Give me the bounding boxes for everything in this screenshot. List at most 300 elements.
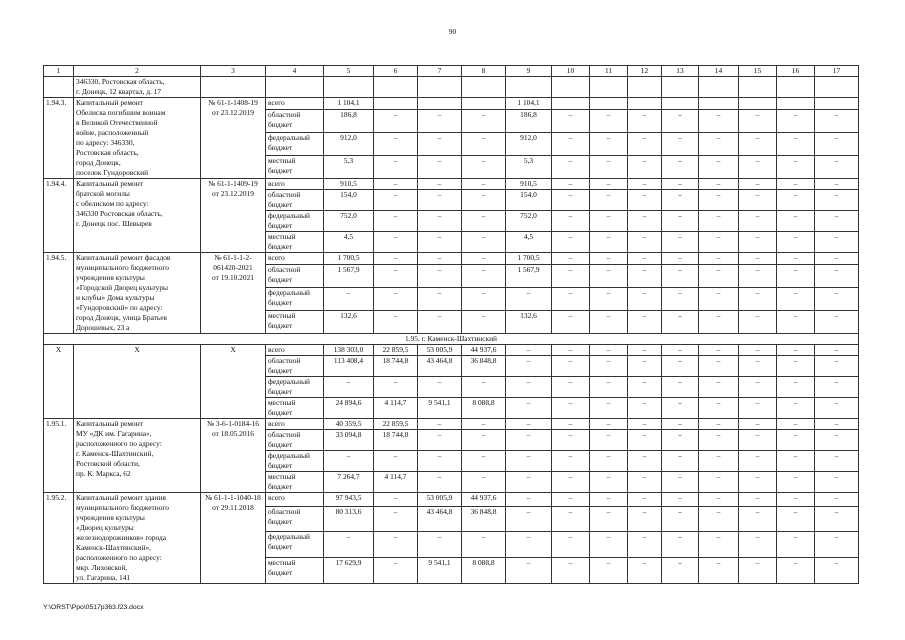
column-header: 1 <box>44 66 74 77</box>
value-cell: – <box>739 110 777 133</box>
value-cell: – <box>699 253 739 265</box>
value-cell: – <box>815 493 859 507</box>
value-cell: – <box>739 506 777 532</box>
value-cell: – <box>418 430 462 451</box>
table-cell <box>590 77 628 98</box>
value-cell: – <box>815 253 859 265</box>
column-header: 7 <box>418 66 462 77</box>
value-cell: – <box>590 211 628 232</box>
value-cell: – <box>777 288 815 311</box>
value-cell: – <box>815 133 859 156</box>
value-cell: – <box>552 110 590 133</box>
value-cell: – <box>815 345 859 356</box>
value-cell: – <box>699 398 739 419</box>
value-cell: – <box>418 133 462 156</box>
value-cell: – <box>739 532 777 558</box>
value-cell: – <box>815 377 859 398</box>
value-cell: – <box>506 558 552 584</box>
value-cell: 5,3 <box>324 156 374 179</box>
value-cell: – <box>628 493 662 507</box>
table-cell <box>699 77 739 98</box>
value-cell: – <box>462 419 506 430</box>
value-cell: – <box>374 288 418 311</box>
value-cell: – <box>699 265 739 288</box>
table-cell <box>552 77 590 98</box>
value-cell: 4,5 <box>506 232 552 253</box>
value-cell: – <box>739 558 777 584</box>
column-header: 10 <box>552 66 590 77</box>
value-cell: – <box>662 377 699 398</box>
value-cell: – <box>374 493 418 507</box>
value-cell: – <box>815 110 859 133</box>
value-cell: – <box>739 156 777 179</box>
value-cell: – <box>418 265 462 288</box>
value-cell: – <box>628 356 662 377</box>
table-cell <box>628 77 662 98</box>
value-cell: – <box>590 451 628 472</box>
value-cell <box>418 98 462 110</box>
value-cell: – <box>506 288 552 311</box>
header-row <box>44 66 859 77</box>
table-row <box>44 253 859 265</box>
value-cell: – <box>590 156 628 179</box>
value-cell: 912,0 <box>506 133 552 156</box>
value-cell: – <box>777 211 815 232</box>
value-cell: – <box>590 419 628 430</box>
value-cell: – <box>552 419 590 430</box>
table-row <box>44 98 859 110</box>
table-cell <box>462 77 506 98</box>
doc-number-cell: № 61-1-1-2- 061420-2021 от 19.10.2021 <box>201 253 266 334</box>
value-cell: – <box>374 110 418 133</box>
value-cell: – <box>462 430 506 451</box>
value-cell: – <box>777 377 815 398</box>
value-cell: 80 313,6 <box>324 506 374 532</box>
value-cell: – <box>590 288 628 311</box>
value-cell: – <box>462 288 506 311</box>
value-cell: 4,5 <box>324 232 374 253</box>
value-cell: – <box>552 156 590 179</box>
funding-source-cell: местный бюджет <box>266 156 324 179</box>
value-cell: – <box>662 232 699 253</box>
value-cell: – <box>699 190 739 211</box>
value-cell: 44 937,6 <box>462 493 506 507</box>
value-cell: – <box>699 532 739 558</box>
value-cell: – <box>815 506 859 532</box>
value-cell: – <box>662 110 699 133</box>
value-cell: – <box>506 451 552 472</box>
value-cell: – <box>590 532 628 558</box>
value-cell: 186,8 <box>324 110 374 133</box>
value-cell: – <box>552 265 590 288</box>
object-name-cell: Капитальный ремонт фасадов муниципального бюджетного учреждения культуры «Городской Дворец культуры и клубы» Дома культуры «Гундоровский» по адресу: город Донецк, улица Братьев Дорошевых, 23 а <box>74 253 201 334</box>
funding-source-cell: областной бюджет <box>266 430 324 451</box>
value-cell: – <box>662 506 699 532</box>
value-cell: – <box>324 288 374 311</box>
value-cell: – <box>462 311 506 334</box>
value-cell: – <box>552 377 590 398</box>
value-cell: – <box>739 133 777 156</box>
object-name-cell: Капитальный ремонт МУ «ДК им. Гагарина», расположенного по адресу: г. Каменск-Шахтинский, Ростовской области, пр. К. Маркса, 62 <box>74 419 201 493</box>
value-cell: – <box>462 472 506 493</box>
value-cell: – <box>506 472 552 493</box>
value-cell: 9 541,1 <box>418 558 462 584</box>
value-cell: – <box>462 253 506 265</box>
column-header: 16 <box>777 66 815 77</box>
value-cell: – <box>552 398 590 419</box>
value-cell: – <box>374 558 418 584</box>
value-cell: – <box>628 345 662 356</box>
value-cell: 36 848,8 <box>462 506 506 532</box>
value-cell: – <box>815 179 859 190</box>
value-cell: – <box>628 288 662 311</box>
value-cell: – <box>418 179 462 190</box>
value-cell: – <box>628 472 662 493</box>
value-cell: – <box>590 190 628 211</box>
value-cell: – <box>739 211 777 232</box>
value-cell: 132,6 <box>324 311 374 334</box>
value-cell: – <box>552 472 590 493</box>
value-cell: – <box>628 232 662 253</box>
value-cell: – <box>590 430 628 451</box>
funding-source-cell: федеральный бюджет <box>266 133 324 156</box>
value-cell: 36 848,8 <box>462 356 506 377</box>
funding-source-cell: всего <box>266 493 324 507</box>
object-name-cell: Х <box>74 345 201 419</box>
value-cell: – <box>462 110 506 133</box>
value-cell: – <box>815 558 859 584</box>
value-cell: – <box>374 156 418 179</box>
value-cell: – <box>590 493 628 507</box>
value-cell: 17 629,9 <box>324 558 374 584</box>
column-header: 3 <box>201 66 266 77</box>
row-id-cell: 1.94.3. <box>44 98 74 179</box>
table-cell <box>324 77 374 98</box>
value-cell: 4 114,7 <box>374 472 418 493</box>
value-cell: – <box>628 265 662 288</box>
value-cell <box>462 98 506 110</box>
value-cell: – <box>699 493 739 507</box>
column-header: 5 <box>324 66 374 77</box>
value-cell: – <box>815 398 859 419</box>
column-header: 12 <box>628 66 662 77</box>
value-cell <box>662 98 699 110</box>
value-cell: – <box>662 356 699 377</box>
value-cell: – <box>590 558 628 584</box>
value-cell: – <box>777 265 815 288</box>
value-cell: – <box>590 398 628 419</box>
value-cell: – <box>628 156 662 179</box>
value-cell: 910,5 <box>324 179 374 190</box>
value-cell: – <box>628 179 662 190</box>
table-cell <box>815 77 859 98</box>
value-cell: – <box>374 451 418 472</box>
funding-source-cell: всего <box>266 98 324 110</box>
value-cell: 1 700,5 <box>506 253 552 265</box>
value-cell: – <box>590 472 628 493</box>
funding-source-cell: областной бюджет <box>266 265 324 288</box>
funding-source-cell: всего <box>266 419 324 430</box>
value-cell: – <box>590 133 628 156</box>
value-cell: 138 303,0 <box>324 345 374 356</box>
value-cell: – <box>506 532 552 558</box>
value-cell: – <box>590 506 628 532</box>
value-cell: 43 464,8 <box>418 356 462 377</box>
value-cell: – <box>699 451 739 472</box>
value-cell <box>628 98 662 110</box>
value-cell: – <box>777 311 815 334</box>
value-cell: – <box>628 253 662 265</box>
column-header: 4 <box>266 66 324 77</box>
value-cell: – <box>628 506 662 532</box>
value-cell: – <box>739 265 777 288</box>
value-cell <box>699 98 739 110</box>
value-cell: – <box>662 156 699 179</box>
doc-cell <box>201 77 266 98</box>
value-cell: – <box>699 430 739 451</box>
table-row <box>44 345 859 356</box>
funding-source-cell: областной бюджет <box>266 110 324 133</box>
value-cell: 1 104,1 <box>324 98 374 110</box>
value-cell: 18 744,8 <box>374 356 418 377</box>
value-cell: – <box>699 472 739 493</box>
value-cell: – <box>374 377 418 398</box>
value-cell: – <box>628 377 662 398</box>
row-id-cell: 1.94.5. <box>44 253 74 334</box>
value-cell: – <box>552 288 590 311</box>
object-name-cell: Капитальный ремонт здания муниципального бюджетного учреждения культуры «Дворец культуры железнодорожников» города Каменск-Шахтинский», расположенного по адресу: мкр. Лиховской, ул. Гагарина, 141 <box>74 493 201 584</box>
table-row <box>44 179 859 190</box>
value-cell: – <box>662 451 699 472</box>
table-row <box>44 77 859 98</box>
value-cell: – <box>777 232 815 253</box>
value-cell: – <box>552 133 590 156</box>
value-cell: – <box>462 265 506 288</box>
value-cell: 53 005,9 <box>418 345 462 356</box>
value-cell: – <box>506 493 552 507</box>
funding-source-cell: федеральный бюджет <box>266 451 324 472</box>
value-cell: – <box>662 179 699 190</box>
value-cell: – <box>739 232 777 253</box>
value-cell: – <box>739 493 777 507</box>
value-cell: 8 088,8 <box>462 558 506 584</box>
column-header: 17 <box>815 66 859 77</box>
value-cell: – <box>699 506 739 532</box>
value-cell: – <box>662 419 699 430</box>
value-cell: 912,0 <box>324 133 374 156</box>
value-cell: – <box>418 472 462 493</box>
value-cell: – <box>739 356 777 377</box>
value-cell: – <box>777 493 815 507</box>
value-cell: – <box>628 398 662 419</box>
value-cell: – <box>590 356 628 377</box>
value-cell: 752,0 <box>506 211 552 232</box>
section-row <box>44 334 859 345</box>
value-cell: – <box>590 377 628 398</box>
value-cell: 97 943,5 <box>324 493 374 507</box>
value-cell: – <box>662 190 699 211</box>
value-cell: – <box>777 472 815 493</box>
value-cell: – <box>699 377 739 398</box>
value-cell: – <box>815 211 859 232</box>
value-cell: – <box>739 311 777 334</box>
value-cell: – <box>462 377 506 398</box>
value-cell: – <box>739 190 777 211</box>
value-cell: 4 114,7 <box>374 398 418 419</box>
value-cell <box>590 98 628 110</box>
value-cell: – <box>374 211 418 232</box>
value-cell: – <box>590 345 628 356</box>
table-cell <box>662 77 699 98</box>
value-cell: – <box>374 253 418 265</box>
value-cell: – <box>662 493 699 507</box>
value-cell: 43 464,8 <box>418 506 462 532</box>
value-cell: 752,0 <box>324 211 374 232</box>
value-cell: – <box>662 472 699 493</box>
value-cell: – <box>815 311 859 334</box>
value-cell: – <box>777 110 815 133</box>
funding-source-cell: федеральный бюджет <box>266 288 324 311</box>
value-cell: – <box>506 356 552 377</box>
value-cell: – <box>462 211 506 232</box>
value-cell: – <box>552 190 590 211</box>
column-header: 11 <box>590 66 628 77</box>
value-cell: – <box>418 311 462 334</box>
value-cell: – <box>777 532 815 558</box>
value-cell: 154,0 <box>506 190 552 211</box>
row-id-cell: 1.95.2. <box>44 493 74 584</box>
value-cell: – <box>552 506 590 532</box>
value-cell: 5,3 <box>506 156 552 179</box>
value-cell: – <box>739 451 777 472</box>
value-cell: – <box>552 558 590 584</box>
value-cell: – <box>699 311 739 334</box>
value-cell: – <box>628 110 662 133</box>
value-cell: – <box>739 430 777 451</box>
value-cell: – <box>739 179 777 190</box>
value-cell: 113 408,4 <box>324 356 374 377</box>
value-cell: – <box>590 179 628 190</box>
value-cell: – <box>324 451 374 472</box>
funding-source-cell: областной бюджет <box>266 190 324 211</box>
value-cell: – <box>374 506 418 532</box>
value-cell: – <box>628 133 662 156</box>
value-cell: – <box>552 356 590 377</box>
value-cell: – <box>506 419 552 430</box>
funding-source-cell: местный бюджет <box>266 472 324 493</box>
value-cell <box>739 98 777 110</box>
value-cell: – <box>777 558 815 584</box>
value-cell: – <box>462 179 506 190</box>
value-cell <box>777 98 815 110</box>
value-cell: – <box>662 532 699 558</box>
value-cell: – <box>506 506 552 532</box>
value-cell: – <box>418 253 462 265</box>
value-cell: – <box>506 430 552 451</box>
value-cell: – <box>699 419 739 430</box>
funding-source-cell: федеральный бюджет <box>266 532 324 558</box>
funding-source-cell: всего <box>266 179 324 190</box>
table-cell <box>418 77 462 98</box>
value-cell: – <box>699 232 739 253</box>
value-cell: – <box>506 377 552 398</box>
value-cell: 154,0 <box>324 190 374 211</box>
value-cell: 910,5 <box>506 179 552 190</box>
value-cell: – <box>590 265 628 288</box>
value-cell: – <box>777 156 815 179</box>
value-cell: – <box>815 532 859 558</box>
value-cell: – <box>590 311 628 334</box>
value-cell: – <box>374 133 418 156</box>
value-cell <box>815 98 859 110</box>
value-cell: – <box>662 311 699 334</box>
value-cell: – <box>777 190 815 211</box>
value-cell: – <box>590 232 628 253</box>
value-cell: 1 700,5 <box>324 253 374 265</box>
doc-number-cell: № 61-1-1-1040-18 от 29.11.2018 <box>201 493 266 584</box>
value-cell: – <box>418 419 462 430</box>
value-cell: – <box>739 419 777 430</box>
value-cell: 1 567,9 <box>324 265 374 288</box>
value-cell: – <box>552 345 590 356</box>
value-cell: – <box>418 451 462 472</box>
value-cell: – <box>777 253 815 265</box>
value-cell: 22 859,5 <box>374 419 418 430</box>
page-number: 90 <box>448 27 457 36</box>
value-cell: – <box>699 356 739 377</box>
object-name-cell: 346330, Ростовская область, г. Донецк, 12 квартал, д. 17 <box>74 77 201 98</box>
table-row <box>44 493 859 507</box>
row-id-cell: 1.95.1. <box>44 419 74 493</box>
column-header: 2 <box>74 66 201 77</box>
value-cell: 44 937,6 <box>462 345 506 356</box>
value-cell: – <box>815 232 859 253</box>
value-cell: 24 894,6 <box>324 398 374 419</box>
column-header: 13 <box>662 66 699 77</box>
value-cell: – <box>418 288 462 311</box>
funding-source-cell: местный бюджет <box>266 558 324 584</box>
value-cell: – <box>506 345 552 356</box>
funding-source-cell: всего <box>266 345 324 356</box>
value-cell: – <box>699 133 739 156</box>
value-cell: 7 264,7 <box>324 472 374 493</box>
value-cell: – <box>777 133 815 156</box>
value-cell: – <box>462 232 506 253</box>
doc-number-cell: № 61-1-1408-19 от 23.12.2019 <box>201 98 266 179</box>
value-cell: – <box>815 288 859 311</box>
value-cell: – <box>418 377 462 398</box>
value-cell: – <box>324 532 374 558</box>
value-cell: – <box>552 430 590 451</box>
value-cell: – <box>374 532 418 558</box>
value-cell: – <box>739 345 777 356</box>
value-cell: – <box>462 451 506 472</box>
value-cell: 8 088,8 <box>462 398 506 419</box>
table-cell <box>374 77 418 98</box>
value-cell: – <box>418 156 462 179</box>
value-cell: 22 859,5 <box>374 345 418 356</box>
value-cell: – <box>552 179 590 190</box>
value-cell: – <box>628 430 662 451</box>
value-cell: – <box>815 265 859 288</box>
value-cell: 132,6 <box>506 311 552 334</box>
value-cell: – <box>777 506 815 532</box>
table-cell <box>266 77 324 98</box>
value-cell: – <box>374 311 418 334</box>
value-cell: – <box>462 156 506 179</box>
funding-source-cell: местный бюджет <box>266 398 324 419</box>
value-cell: 40 359,5 <box>324 419 374 430</box>
